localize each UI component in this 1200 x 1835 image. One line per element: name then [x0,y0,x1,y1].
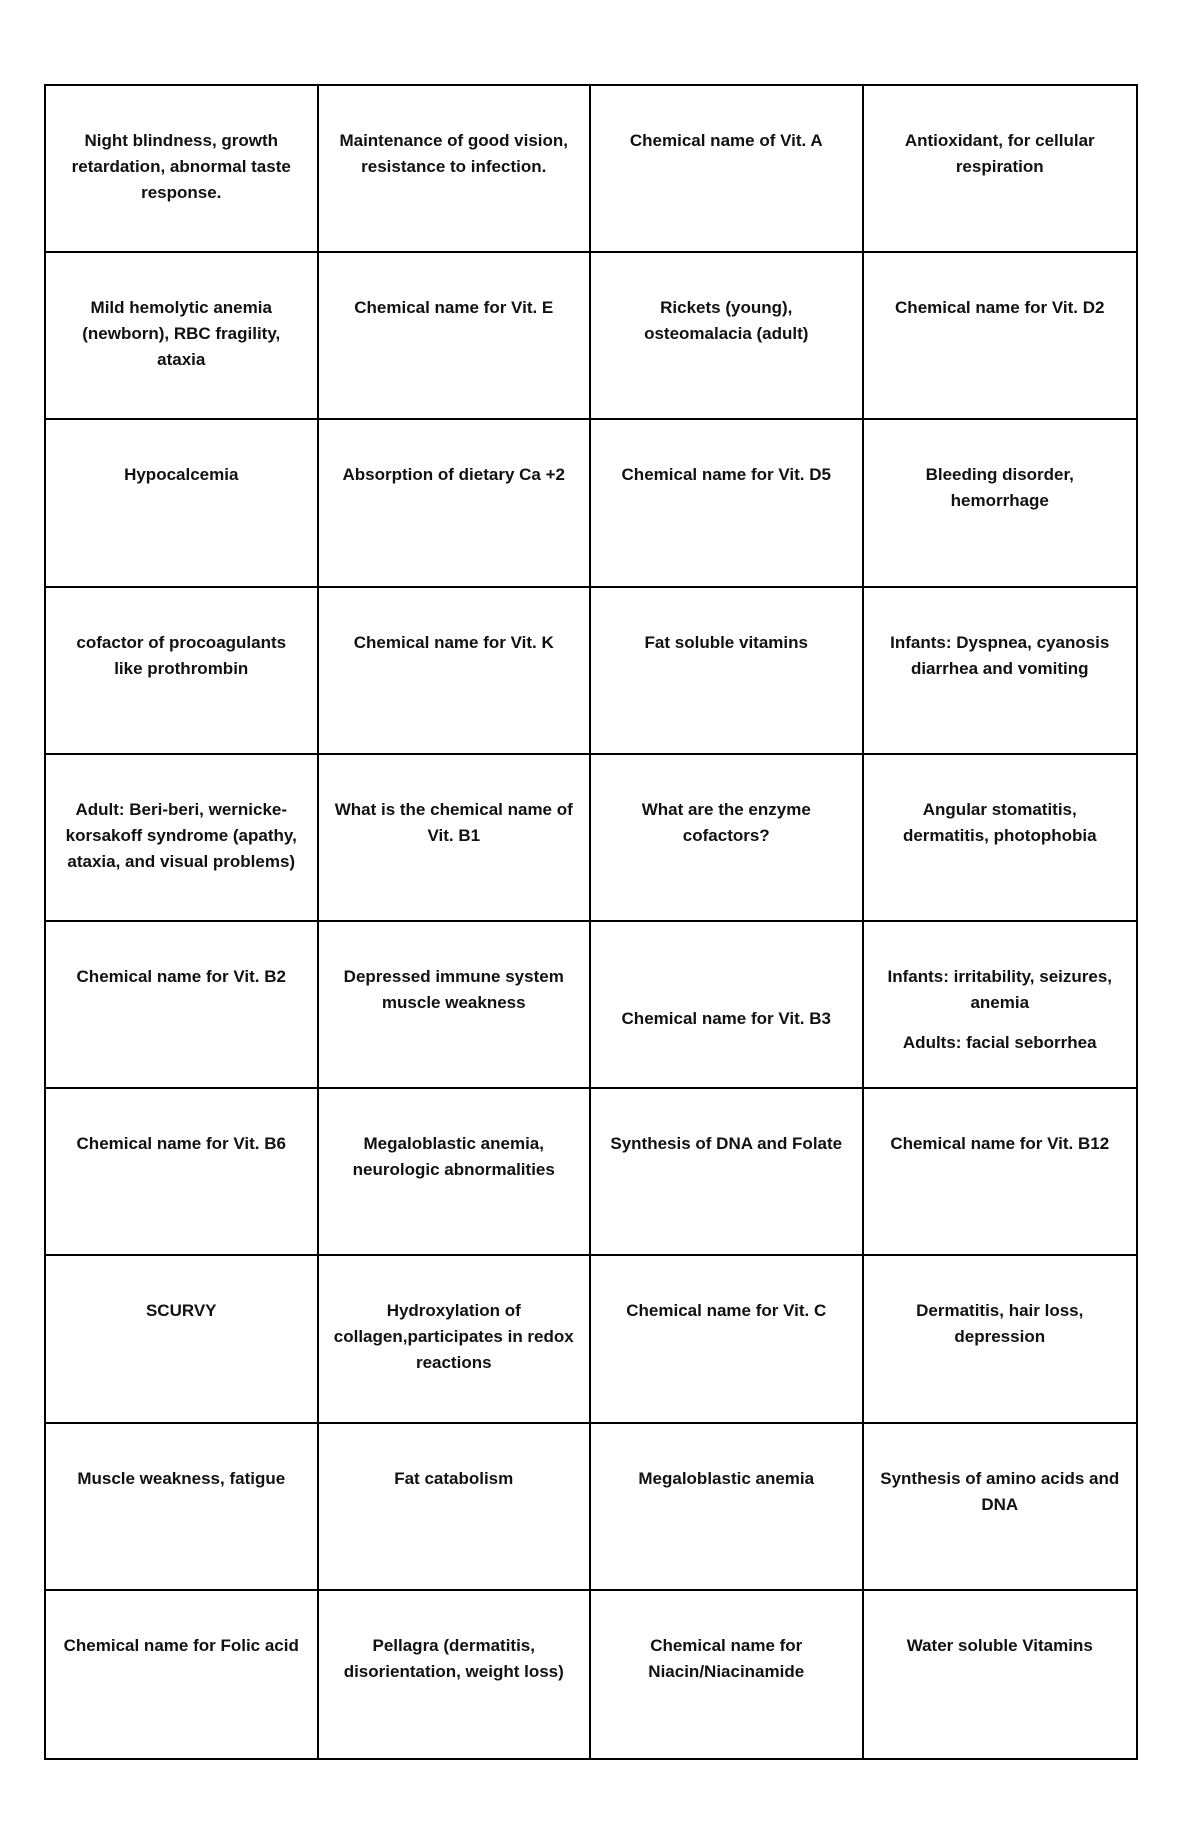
card-r6-c2: Depressed immune system muscle weakness [319,922,592,1089]
card-r7-c1: Chemical name for Vit. B6 [46,1089,319,1256]
card-r7-c2: Megaloblastic anemia, neurologic abnormalities [319,1089,592,1256]
card-r2-c4: Chemical name for Vit. D2 [864,253,1137,420]
card-r2-c3: Rickets (young), osteomalacia (adult) [591,253,864,420]
card-r8-c3: Chemical name for Vit. C [591,1256,864,1423]
card-r5-c1: Adult: Beri-beri, wernicke-korsakoff syndrome (apathy, ataxia, and visual problems) [46,755,319,922]
card-r6-c4 [864,922,1137,1089]
card-r7-c3: Synthesis of DNA and Folate [591,1089,864,1256]
card-r1-c2: Maintenance of good vision, resistance to infection. [319,86,592,253]
card-r4-c3: Fat soluble vitamins [591,588,864,755]
card-r3-c4: Bleeding disorder, hemorrhage [864,420,1137,587]
card-r4-c4: Infants: Dyspnea, cyanosis diarrhea and vomiting [864,588,1137,755]
card-r8-c1: SCURVY [46,1256,319,1423]
card-r1-c4: Antioxidant, for cellular respiration [864,86,1137,253]
card-r6-c4-adults: Adults: facial seborrhea [902,1032,1097,1052]
card-r9-c1: Muscle weakness, fatigue [46,1424,319,1591]
card-r10-c1: Chemical name for Folic acid [46,1591,319,1758]
card-r2-c1: Mild hemolytic anemia (newborn), RBC fragility, ataxia [46,253,319,420]
card-r4-c2: Chemical name for Vit. K [319,588,592,755]
card-r8-c4: Dermatitis, hair loss, depression [864,1256,1137,1423]
card-r6-c1: Chemical name for Vit. B2 [46,922,319,1089]
flashcard-grid [44,84,1138,1760]
card-r4-c1: cofactor of procoagulants like prothrombin [46,588,319,755]
card-r3-c2: Absorption of dietary Ca +2 [319,420,592,587]
card-r8-c2: Hydroxylation of collagen,participates in redox reactions [319,1256,592,1423]
card-r7-c4: Chemical name for Vit. B12 [864,1089,1137,1256]
card-r10-c2: Pellagra (dermatitis, disorientation, weight loss) [319,1591,592,1758]
card-r1-c3: Chemical name of Vit. A [591,86,864,253]
card-r2-c2: Chemical name for Vit. E [319,253,592,420]
card-r9-c4: Synthesis of amino acids and DNA [864,1424,1137,1591]
card-r1-c1: Night blindness, growth retardation, abnormal taste response. [46,86,319,253]
card-r5-c2: What is the chemical name of Vit. B1 [319,755,592,922]
card-r9-c2: Fat catabolism [319,1424,592,1591]
card-r6-c3: Chemical name for Vit. B3 [591,922,864,1089]
card-r10-c3: Chemical name for Niacin/Niacinamide [591,1591,864,1758]
card-r3-c3: Chemical name for Vit. D5 [591,420,864,587]
card-r10-c4: Water soluble Vitamins [906,1635,1093,1655]
card-r5-c4: Angular stomatitis, dermatitis, photophobia [864,755,1137,922]
card-r9-c3: Megaloblastic anemia [591,1424,864,1591]
card-r5-c3: What are the enzyme cofactors? [591,755,864,922]
card-r6-c4-infants: Infants: irritability, seizures, anemia [887,966,1113,1012]
card-r3-c1: Hypocalcemia [46,420,319,587]
